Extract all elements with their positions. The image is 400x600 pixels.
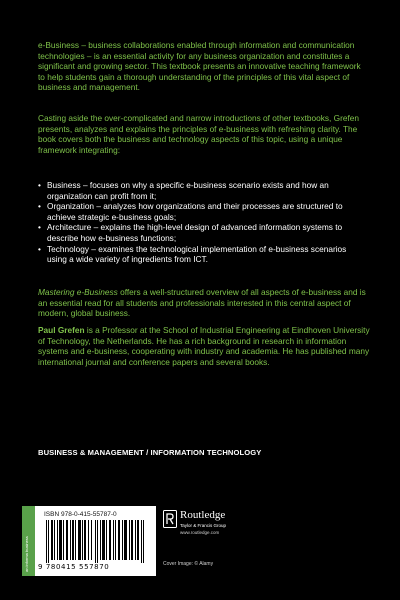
informa-strip: [22, 506, 35, 576]
isbn-text: ISBN 978-0-415-55787-0: [44, 511, 117, 518]
intro-paragraph: e-Business – business collaborations enabled through information and communication technologies – is an essential activity for any business organization and constitutes a significant and growing sector. This textbook presents an innovative teaching framework to help students gain a thorough understanding of the principles of this vital aspect of business and management.: [38, 40, 361, 93]
routledge-logo-icon: [163, 510, 177, 528]
cover-image-credit: Cover Image: © Alamy: [163, 561, 214, 567]
barcode-icon: [44, 520, 150, 563]
publisher-url[interactable]: www.routledge.com: [180, 530, 220, 535]
bullet-technology: • Technology – examines the technological implementation of e-business scenarios using a wide variety of ingredients from ICT.: [38, 244, 368, 265]
publisher-block: [163, 509, 263, 549]
author-name: Paul Grefen: [38, 325, 85, 335]
informa-label: an informa business: [24, 536, 29, 572]
framework-bullet-list: [38, 180, 368, 265]
book-title-italic: Mastering e-Business: [38, 287, 118, 297]
bullet-organization: • Organization – analyzes how organizations and their processes are structured to achieve strategic e-business goals;: [38, 201, 368, 222]
publisher-name: Routledge: [180, 509, 226, 521]
mastering-text: offers a well-structured overview of all aspects of e-business and is an essential read for all students and professionals interested in this central aspect of modern, global business.: [38, 287, 366, 319]
category-label: BUSINESS & MANAGEMENT / INFORMATION TECHNOLOGY: [38, 448, 262, 457]
overview-paragraph: Casting aside the over-complicated and narrow introductions of other textbooks, Grefen presents, analyzes and explains the principles of e-business with refreshing clarity. The book covers both the business and technology aspects of this topic, using a unique framework integrating:: [38, 113, 359, 155]
bullet-business: • Business – focuses on why a specific e-business scenario exists and how an organization can profit from it;: [38, 180, 368, 201]
bullet-architecture: • Architecture – explains the high-level design of advanced information systems to describe how e-business functions;: [38, 222, 368, 243]
mastering-paragraph: [38, 287, 370, 319]
barcode-box: [22, 506, 156, 576]
author-bio: [38, 325, 370, 367]
barcode-digits: 9 780415 557870: [38, 563, 110, 571]
author-bio-text: is a Professor at the School of Industrial Engineering at Eindhoven University of Technology, the Netherlands. He has a rich background in research in information systems and e-business, cooperating with industry and academia. He has published many international journal and conference papers and several books.: [38, 325, 370, 367]
publisher-group: Taylor & Francis Group: [180, 523, 227, 528]
